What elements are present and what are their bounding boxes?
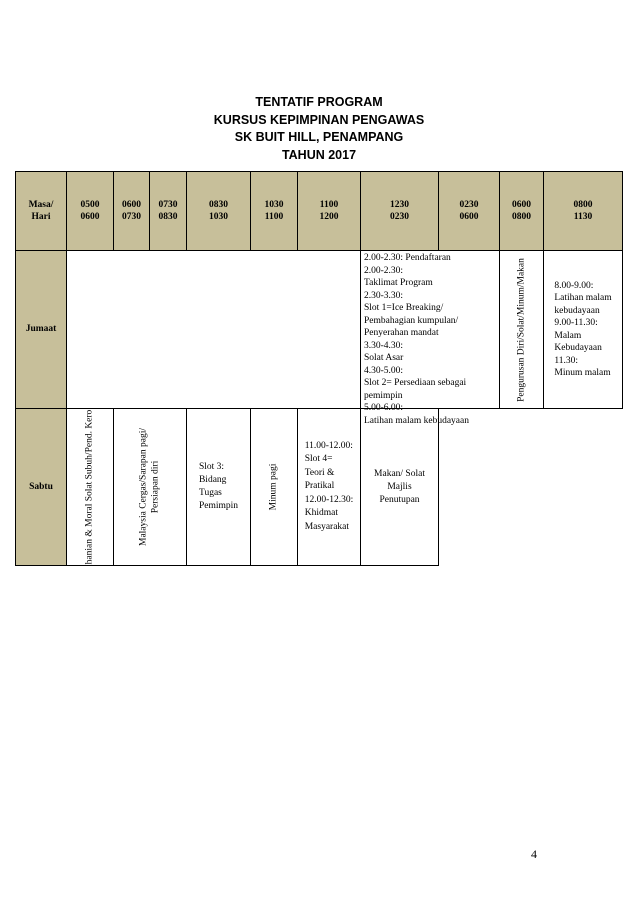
text-line: 11.00-12.00: <box>304 440 353 451</box>
jumaat-evening-text: Pengurusan Diri/Solat/Minum/Makan <box>515 257 526 402</box>
schedule-line: 11.30: <box>554 355 579 366</box>
time-start: 0730 <box>158 199 178 210</box>
sabtu-0500-cell <box>66 408 114 566</box>
text-line: Penutupan <box>379 494 420 505</box>
time-end: 0830 <box>158 212 178 222</box>
text-line: Persiapan diri <box>150 460 160 514</box>
schedule-line: 2.30-3.30: <box>364 290 404 301</box>
text-line: Malaysia Cergas/Sarapan pagi/ <box>138 427 149 547</box>
header-time-0830 <box>186 171 251 251</box>
title-line-1: TENTATIF PROGRAM <box>255 95 383 109</box>
text-line: Slot 4= <box>304 454 333 465</box>
schedule-line: 9.00-11.30: <box>554 318 598 328</box>
sabtu-0830-cell <box>186 408 251 566</box>
schedule-line: Minum malam <box>554 368 611 378</box>
time-start: 0500 <box>80 199 100 210</box>
time-end: 0800 <box>512 212 531 222</box>
sabtu-0500-text: hanian & Moral Solat Subuh/Pend. Kero <box>84 409 95 565</box>
day-label: Jumaat <box>25 324 57 335</box>
schedule-line: 5.00-6.00: <box>364 403 404 413</box>
time-end: 1130 <box>573 212 593 222</box>
page-number: 4 <box>531 847 537 861</box>
time-end: 1200 <box>319 212 339 222</box>
text-line: Slot 3: <box>198 462 225 472</box>
day-jumaat <box>15 250 67 409</box>
schedule-line: Kebudayaan <box>554 343 602 353</box>
schedule-line: Solat Asar <box>364 353 404 363</box>
title-line-2: KURSUS KEPIMPINAN PENGAWAS <box>213 113 425 127</box>
text-line: Khidmat <box>304 508 338 519</box>
time-end: 0600 <box>459 212 479 222</box>
schedule-line: Slot 2= Persediaan sebagai <box>364 378 467 388</box>
jumaat-evening-cell <box>499 250 544 409</box>
jumaat-morning-empty <box>66 250 361 409</box>
text-line: Pratikal <box>304 481 335 492</box>
time-end: 1100 <box>264 212 284 222</box>
time-end: 1030 <box>209 212 228 222</box>
time-end: 0230 <box>390 212 409 222</box>
text-line: Pemimpin <box>198 501 239 511</box>
text-line: Makan/ Solat <box>374 468 425 479</box>
sabtu-0600-cell <box>113 408 187 566</box>
header-time-0230 <box>438 171 500 251</box>
schedule-line: kebudayaan <box>554 305 600 316</box>
day-sabtu <box>15 408 67 566</box>
header-hari: Hari <box>31 212 51 222</box>
title-line-4: TAHUN 2017 <box>281 148 357 162</box>
sabtu-1030-text: Minum pagi <box>268 463 279 511</box>
text-line: Bidang <box>198 475 227 485</box>
time-end: 0730 <box>122 212 141 222</box>
time-start: 0600 <box>122 199 141 210</box>
sabtu-1230-cell <box>360 408 439 566</box>
text-line: Majlis <box>387 481 412 492</box>
jumaat-night-schedule <box>543 250 623 409</box>
schedule-line: Pembahagian kumpulan/ <box>364 315 459 326</box>
time-start: 0230 <box>459 199 479 210</box>
header-time-0600-evening <box>499 171 544 251</box>
schedule-line: 3.30-4.30: <box>364 340 404 351</box>
schedule-line: Latihan malam kebudayaan <box>364 415 469 426</box>
schedule-line: Slot 1=Ice Breaking/ <box>364 303 444 313</box>
header-time-1100 <box>297 171 361 251</box>
day-label: Sabtu <box>29 481 53 492</box>
schedule-line: 4.30-5.00: <box>364 365 404 376</box>
header-time-0500 <box>66 171 114 251</box>
text-line: Teori & <box>304 467 335 478</box>
time-start: 1230 <box>390 199 409 210</box>
sabtu-1100-cell <box>297 408 361 566</box>
schedule-line: Latihan malam <box>554 293 612 303</box>
time-start: 0830 <box>209 199 228 210</box>
sabtu-1030-cell <box>250 408 298 566</box>
schedule-line: 2.00-2.30: <box>364 265 404 276</box>
title-line-3: SK BUIT HILL, PENAMPANG <box>234 130 404 144</box>
time-start: 1100 <box>319 199 339 210</box>
header-masa-hari <box>15 171 67 251</box>
header-time-0800 <box>543 171 623 251</box>
header-masa: Masa/ <box>28 199 54 210</box>
header-time-0600 <box>113 171 150 251</box>
schedule-line: pemimpin <box>364 390 403 401</box>
time-start: 0800 <box>573 199 593 210</box>
time-start: 1030 <box>264 199 284 210</box>
jumaat-afternoon-schedule <box>360 250 500 426</box>
header-time-0730 <box>149 171 187 251</box>
schedule-line: 2.00-2.30: Pendaftaran <box>364 253 451 263</box>
schedule-line: Malam <box>554 330 582 341</box>
time-end: 0600 <box>80 212 100 222</box>
schedule-line: 8.00-9.00: <box>554 280 594 291</box>
time-start: 0600 <box>512 199 531 210</box>
sabtu-0600-text <box>139 428 162 546</box>
text-line: Tugas <box>198 488 222 498</box>
schedule-line: Penyerahan mandat <box>364 328 439 338</box>
text-line: 12.00-12.30: <box>304 494 354 505</box>
schedule-line: Taklimat Program <box>364 278 433 288</box>
text-line: Masyarakat <box>304 521 350 532</box>
header-time-1030 <box>250 171 298 251</box>
header-time-1230 <box>360 171 439 251</box>
